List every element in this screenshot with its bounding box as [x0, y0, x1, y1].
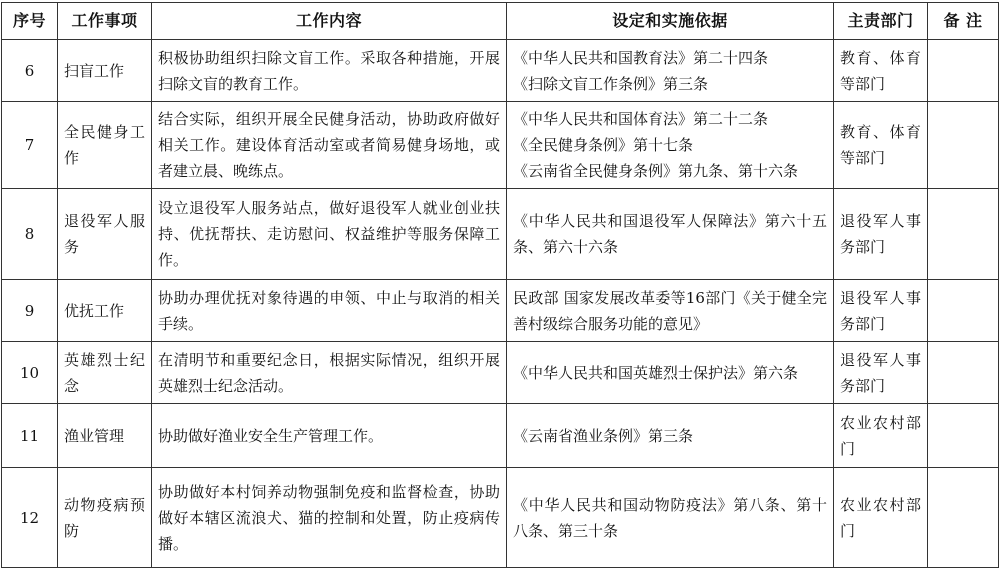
row-note [928, 404, 999, 468]
work-items-table [1, 2, 999, 568]
row-basis: 《中华人民共和国英雄烈士保护法》第六条 [507, 342, 834, 404]
header-content: 工作内容 [152, 3, 507, 40]
row-no: 11 [2, 404, 58, 468]
header-basis: 设定和实施依据 [507, 3, 834, 40]
row-note [928, 189, 999, 280]
row-content: 协助办理优抚对象待遇的申领、中止与取消的相关手续。 [152, 280, 507, 342]
row-dept: 教育、体育等部门 [834, 102, 928, 189]
row-no: 8 [2, 189, 58, 280]
row-dept: 农业农村部门 [834, 468, 928, 568]
row-content: 积极协助组织扫除文盲工作。采取各种措施，开展扫除文盲的教育工作。 [152, 40, 507, 102]
row-content: 结合实际，组织开展全民健身活动，协助政府做好相关工作。建设体育活动室或者简易健身场地，或者建立晨、晚练点。 [152, 102, 507, 189]
row-note [928, 468, 999, 568]
row-basis: 《云南省渔业条例》第三条 [507, 404, 834, 468]
row-no: 10 [2, 342, 58, 404]
row-dept: 农业农村部门 [834, 404, 928, 468]
row-note [928, 102, 999, 189]
row-content: 在清明节和重要纪念日，根据实际情况，组织开展英雄烈士纪念活动。 [152, 342, 507, 404]
row-note [928, 342, 999, 404]
row-no: 6 [2, 40, 58, 102]
table-row [2, 342, 999, 404]
table-header-row [2, 3, 999, 40]
table-row [2, 102, 999, 189]
row-item: 退役军人服务 [58, 189, 152, 280]
row-dept: 退役军人事务部门 [834, 280, 928, 342]
row-dept: 退役军人事务部门 [834, 342, 928, 404]
row-basis: 《中华人民共和国退役军人保障法》第六十五条、第六十六条 [507, 189, 834, 280]
row-basis: 《中华人民共和国动物防疫法》第八条、第十八条、第三十条 [507, 468, 834, 568]
table-row [2, 40, 999, 102]
row-item: 渔业管理 [58, 404, 152, 468]
row-no: 7 [2, 102, 58, 189]
row-basis: 《中华人民共和国体育法》第二十二条 《全民健身条例》第十七条 《云南省全民健身条例》第九条、第十六条 [507, 102, 834, 189]
table-row [2, 468, 999, 568]
row-dept: 退役军人事务部门 [834, 189, 928, 280]
table-row [2, 280, 999, 342]
header-no: 序号 [2, 3, 58, 40]
header-item: 工作事项 [58, 3, 152, 40]
row-content: 协助做好本村饲养动物强制免疫和监督检查，协助做好本辖区流浪犬、猫的控制和处置，防止疫病传播。 [152, 468, 507, 568]
row-item: 全民健身工作 [58, 102, 152, 189]
row-content: 设立退役军人服务站点，做好退役军人就业创业扶持、优抚帮扶、走访慰问、权益维护等服务保障工作。 [152, 189, 507, 280]
row-no: 12 [2, 468, 58, 568]
row-dept: 教育、体育等部门 [834, 40, 928, 102]
row-note [928, 40, 999, 102]
table-row [2, 189, 999, 280]
row-item: 优抚工作 [58, 280, 152, 342]
row-item: 英雄烈士纪念 [58, 342, 152, 404]
row-note [928, 280, 999, 342]
row-no: 9 [2, 280, 58, 342]
header-note: 备 注 [928, 3, 999, 40]
header-dept: 主责部门 [834, 3, 928, 40]
row-item: 动物疫病预防 [58, 468, 152, 568]
table-row [2, 404, 999, 468]
row-content: 协助做好渔业安全生产管理工作。 [152, 404, 507, 468]
row-basis: 《中华人民共和国教育法》第二十四条 《扫除文盲工作条例》第三条 [507, 40, 834, 102]
row-basis: 民政部 国家发展改革委等16部门《关于健全完善村级综合服务功能的意见》 [507, 280, 834, 342]
row-item: 扫盲工作 [58, 40, 152, 102]
